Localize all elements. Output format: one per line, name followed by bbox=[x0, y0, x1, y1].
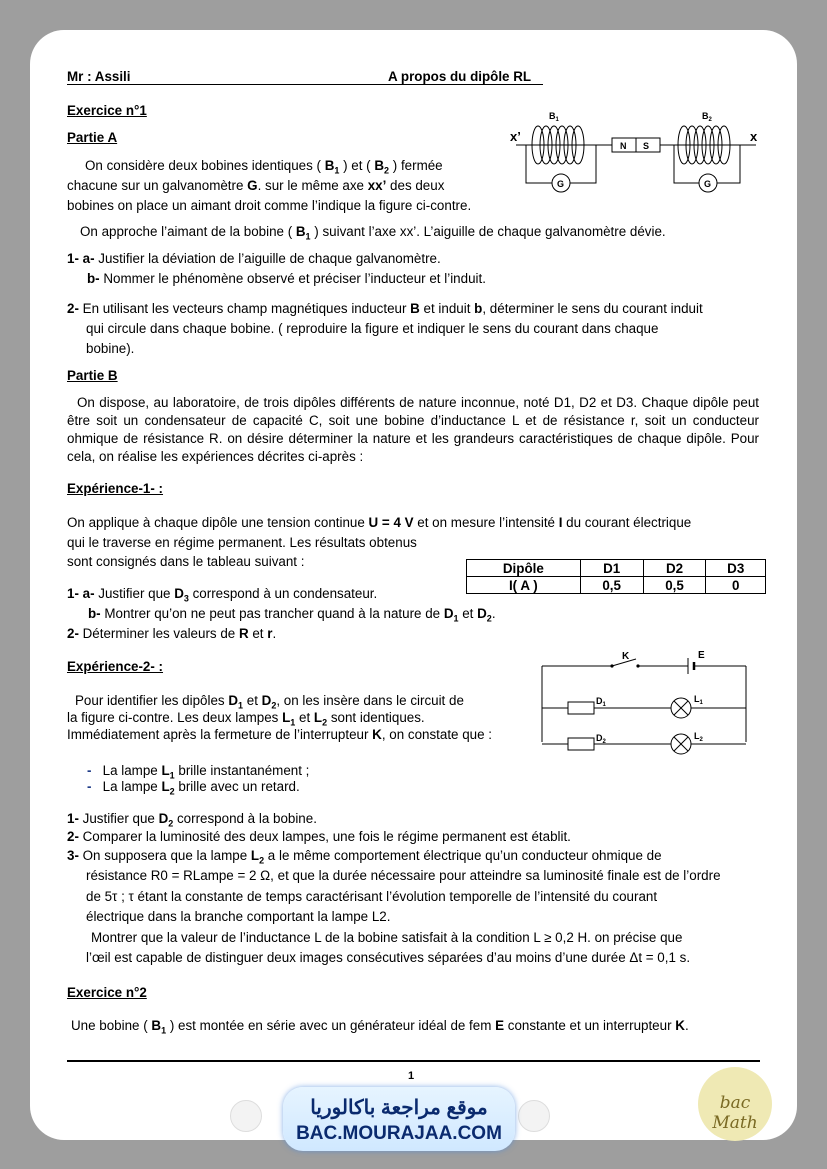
part-a-para-1b: chacune sur un galvanomètre G. sur le même axe xx’ des deux bbox=[67, 178, 445, 193]
part-a-q2: 2- En utilisant les vecteurs champ magnétiques inducteur B et induit b, déterminer le sens du courant induit bbox=[67, 301, 703, 316]
exercise-1-title: Exercice n°1 bbox=[67, 103, 147, 118]
coil-b1-label: $B_1$ bbox=[549, 111, 559, 123]
table-header: D3 bbox=[706, 560, 766, 577]
exp-2-q3e: Montrer que la valeur de l’inductance L de la bobine satisfait à la condition L ≥ 0,2 H. on précise que bbox=[91, 930, 683, 945]
part-a-q1a: 1- a- Justifier la déviation de l’aiguille de chaque galvanomètre. bbox=[67, 251, 441, 266]
part-a-q2c: bobine). bbox=[86, 341, 135, 356]
exercise-2-title: Exercice n°2 bbox=[67, 985, 147, 1000]
coils-magnet-figure bbox=[506, 108, 764, 196]
part-a-q1b: b- Nommer le phénomène observé et préciser l’inducteur et l’induit. bbox=[87, 271, 486, 286]
site-banner[interactable] bbox=[283, 1087, 515, 1151]
dipole-d2-label: $D_2$ bbox=[596, 733, 606, 745]
exp-2-q3d: électrique dans la branche comportant la lampe L2. bbox=[86, 909, 391, 924]
exp-2-q3: 3- On supposera que la lampe $L_2$ a le même comportement électrique qu’un conducteur ohmique de bbox=[67, 848, 662, 866]
coil-b2-label: $B_2$ bbox=[702, 111, 712, 123]
part-a-para-1: On considère deux bobines identiques ( $B_1$ ) et ( $B_2$ ) fermée bbox=[85, 158, 443, 176]
generator-e-label: E bbox=[698, 650, 705, 661]
part-a-para-2: On approche l’aimant de la bobine ( $B_1$ ) suivant l’axe xx’. L’aiguille de chaque galvanomètre dévie. bbox=[80, 224, 666, 242]
exp-2-q3b: résistance R0 = RLampe = 2 Ω, et que la durée nécessaire pour atteindre sa luminosité finale est de l’ordre bbox=[86, 868, 721, 883]
results-table bbox=[466, 559, 766, 594]
part-a-para-1c: bobines on place un aimant droit comme l’indique la figure ci-contre. bbox=[67, 198, 472, 213]
bac-math-logo: bac Math bbox=[698, 1067, 772, 1141]
exercise-2-para: Une bobine ( $B_1$ ) est montée en série avec un générateur idéal de fem E constante et un interrupteur K. bbox=[71, 1018, 689, 1036]
site-url[interactable]: BAC.MOURAJAA.COM bbox=[296, 1123, 502, 1144]
switch-k-label: K bbox=[622, 651, 630, 662]
lamp-l2-label: $L_2$ bbox=[694, 731, 703, 743]
exp-1-para-c: sont consignés dans le tableau suivant : bbox=[67, 554, 305, 569]
exp-1-q2: 2- Déterminer les valeurs de R et r. bbox=[67, 626, 277, 641]
table-row bbox=[467, 577, 766, 594]
table-cell: 0 bbox=[706, 577, 766, 594]
table-header: D2 bbox=[643, 560, 706, 577]
magnet-n: N bbox=[620, 141, 627, 151]
circuit-figure bbox=[538, 646, 750, 756]
exp-2-q2: 2- Comparer la luminosité des deux lampes, une fois le régime permanent est établit. bbox=[67, 829, 571, 844]
table-header-row bbox=[467, 560, 766, 577]
magnet-s: S bbox=[643, 141, 650, 151]
exp-1-q1a: 1- a- Justifier que $D_3$ correspond à un condensateur. bbox=[67, 586, 378, 604]
footer-rule bbox=[67, 1060, 760, 1062]
axis-right-label: x bbox=[750, 129, 758, 144]
list-item: - La lampe $L_2$ brille avec un retard. bbox=[87, 779, 300, 797]
list-item: - La lampe $L_1$ brille instantanément ; bbox=[87, 763, 310, 781]
table-cell: I( A ) bbox=[467, 577, 581, 594]
exp-2-q3c: de 5τ ; τ étant la constante de temps caractérisant l’évolution temporelle de l’intensité du courant bbox=[86, 889, 658, 904]
exp-2-q1: 1- Justifier que $D_2$ correspond à la bobine. bbox=[67, 811, 317, 829]
coil-b2 bbox=[674, 111, 740, 192]
table-cell: 0,5 bbox=[580, 577, 643, 594]
exp-2-q3f: l’œil est capable de distinguer deux images consécutives séparées d’au moins d’une durée Δt = 0,1 s. bbox=[86, 950, 691, 965]
svg-text:G: G bbox=[557, 179, 565, 189]
lamp-l1-label: $L_1$ bbox=[694, 694, 703, 706]
axis-left-label: x’ bbox=[510, 129, 521, 144]
part-b-title: Partie B bbox=[67, 368, 118, 383]
exp-2-para-b: la figure ci-contre. Les deux lampes $L_1$ et $L_2$ sont identiques. bbox=[67, 710, 425, 728]
table-header: Dipôle bbox=[467, 560, 581, 577]
exp-2-para-c: Immédiatement après la fermeture de l’interrupteur K, on constate que : bbox=[67, 727, 493, 742]
site-name-arabic: موقع مراجعة باكالوريا bbox=[310, 1097, 488, 1119]
magnet bbox=[612, 138, 660, 152]
exp-1-title: Expérience-1- : bbox=[67, 481, 164, 496]
part-b-para: On dispose, au laboratoire, de trois dipôles différents de nature inconnue, noté D1, D2 et D3. Chaque dipôle peut être soit un condensateur de capacité C, soit une bobine d’inductance L et de résistance r, soit un conducteur ohmique de résistance R. on désire déterminer la nature et les grandeurs caractéristiques de chaque dipôle. Pour cela, on réalise les expériences décrites ci-après : bbox=[67, 395, 759, 464]
svg-text:G: G bbox=[704, 179, 712, 189]
exp-1-q1b: b- Montrer qu’on ne peut pas trancher quand à la nature de $D_1$ et $D_2$. bbox=[88, 606, 496, 624]
exp-1-para: On applique à chaque dipôle une tension continue U = 4 V et on mesure l’intensité I du courant électrique bbox=[67, 515, 692, 530]
exp-2-title: Expérience-2- : bbox=[67, 659, 164, 674]
site-logo-left bbox=[230, 1100, 262, 1132]
exp-2-para: Pour identifier les dipôles $D_1$ et $D_2$, on les insère dans le circuit de bbox=[75, 693, 464, 711]
header-title: A propos du dipôle RL bbox=[388, 69, 532, 84]
table-header: D1 bbox=[580, 560, 643, 577]
coil-b1 bbox=[526, 111, 596, 192]
table-cell: 0,5 bbox=[643, 577, 706, 594]
header-author: Mr : Assili bbox=[67, 69, 131, 84]
part-a-title: Partie A bbox=[67, 130, 118, 145]
dipole-d1-label: $D_1$ bbox=[596, 696, 606, 708]
site-logo-right bbox=[518, 1100, 550, 1132]
page-number: 1 bbox=[408, 1070, 415, 1082]
header-underline bbox=[67, 84, 543, 85]
exp-1-para-b: qui le traverse en régime permanent. Les résultats obtenus bbox=[67, 535, 417, 550]
part-a-q2b: qui circule dans chaque bobine. ( reproduire la figure et indiquer le sens du courant dans chaque bbox=[86, 321, 659, 336]
